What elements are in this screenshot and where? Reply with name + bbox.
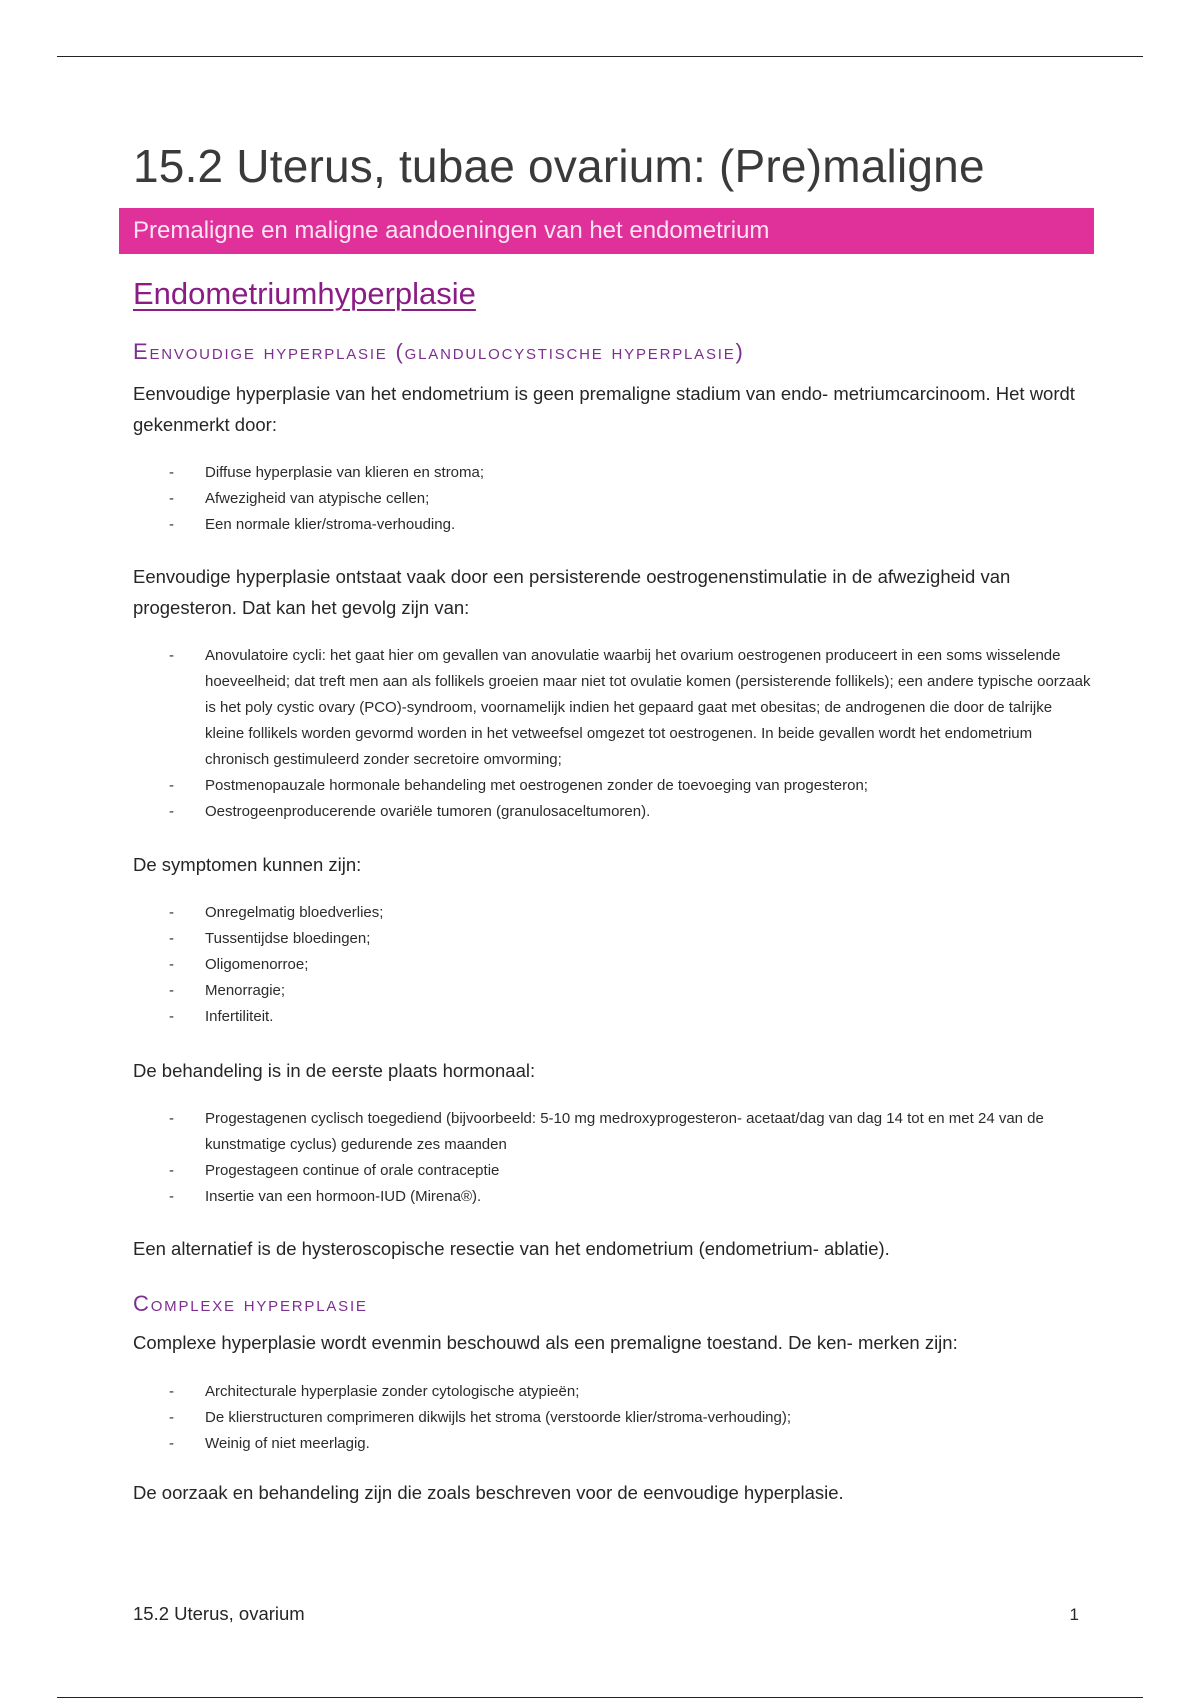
list-item: - Onregelmatig bloedverlies; [133,900,1093,926]
list-item: - Afwezigheid van atypische cellen; [133,486,1093,512]
list-item: - Postmenopauzale hormonale behandeling met oestrogenen zonder de toevoeging van progesteron; [133,773,1093,799]
list-item: - Anovulatoire cycli: het gaat hier om gevallen van anovulatie waarbij het ovarium oestrogenen produceert in een soms wisselende hoeveelheid; dat treft men aan als follikels groeien maar niet tot ovulatie komen (persisterende follikels); een andere typische oorzaak is het poly cystic ovary (PCO)-syndroom, voornamelijk indien het gepaard gaat met obesitas; de androgenen die door de talrijke kleine follikels worden gevormd worden in het vetweefsel omgezet tot oestrogenen. In beide gevallen wordt het endometrium chronisch gestimuleerd zonder secretoire omvorming; [133,643,1093,773]
page-number: 1 [1069,1605,1079,1624]
complexe-features-list [133,1379,1093,1457]
footer-title: 15.2 Uterus, ovarium [133,1603,305,1624]
list-item: - Tussentijdse bloedingen; [133,926,1093,952]
paragraph-symptoms: De symptomen kunnen zijn: [133,854,362,875]
paragraph-cause: Eenvoudige hyperplasie ontstaat vaak door een persisterende oestrogenenstimulatie in de afwezigheid van progesteron. Dat kan het gevolg zijn van: [133,566,1011,618]
banner-text: Premaligne en maligne aandoeningen van het endometrium [133,217,770,244]
features-list [133,460,1093,538]
list-item: - Oligomenorroe; [133,952,1093,978]
list-item: - Menorragie; [133,978,1093,1004]
list-item: - Insertie van een hormoon-IUD (Mirena®). [133,1184,1093,1210]
treatments-list [133,1106,1093,1210]
list-item: - Progestagenen cyclisch toegediend (bijvoorbeeld: 5-10 mg medroxyprogesteron- acetaat/dag van dag 14 tot en met 24 van de kunstmatige cyclus) gedurende zes maanden [133,1106,1093,1158]
title-block [133,136,1093,196]
paragraph-intro: Eenvoudige hyperplasie van het endometrium is geen premaligne stadium van endo- metriumcarcinoom. Het wordt gekenmerkt door: [133,383,1075,435]
list-item: - Een normale klier/stroma-verhouding. [133,512,1093,538]
list-item: - De klierstructuren comprimeren dikwijls het stroma (verstoorde klier/stroma-verhouding); [133,1405,1093,1431]
paragraph-closing: De oorzaak en behandeling zijn die zoals beschreven voor de eenvoudige hyperplasie. [133,1482,844,1503]
list-item: - Diffuse hyperplasie van klieren en stroma; [133,460,1093,486]
list-item: - Progestageen continue of orale contraceptie [133,1158,1093,1184]
paragraph-alternative: Een alternatief is de hysteroscopische resectie van het endometrium (endometrium- ablatie). [133,1238,890,1259]
subheading-eenvoudige: Eenvoudige hyperplasie (glandulocystische hyperplasie) [133,339,745,364]
header-rule [57,56,1143,57]
footer-rule [57,1697,1143,1698]
chapter-banner [119,208,1094,254]
list-item: - Oestrogeenproducerende ovariële tumoren (granulosaceltumoren). [133,799,1093,825]
list-item: - Architecturale hyperplasie zonder cytologische atypieën; [133,1379,1093,1405]
paragraph-treatment: De behandeling is in de eerste plaats hormonaal: [133,1060,536,1081]
page-title: 15.2 Uterus, tubae ovarium: (Pre)maligne [133,140,985,192]
subheading-complexe: Complexe hyperplasie [133,1291,368,1316]
list-item: - Infertiliteit. [133,1004,1093,1030]
paragraph-complexe-intro: Complexe hyperplasie wordt evenmin beschouwd als een premaligne toestand. De ken- merken zijn: [133,1332,958,1353]
causes-list [133,643,1093,825]
section-heading: Endometriumhyperplasie [133,276,476,311]
list-item: - Weinig of niet meerlagig. [133,1431,1093,1457]
symptoms-list [133,900,1093,1030]
